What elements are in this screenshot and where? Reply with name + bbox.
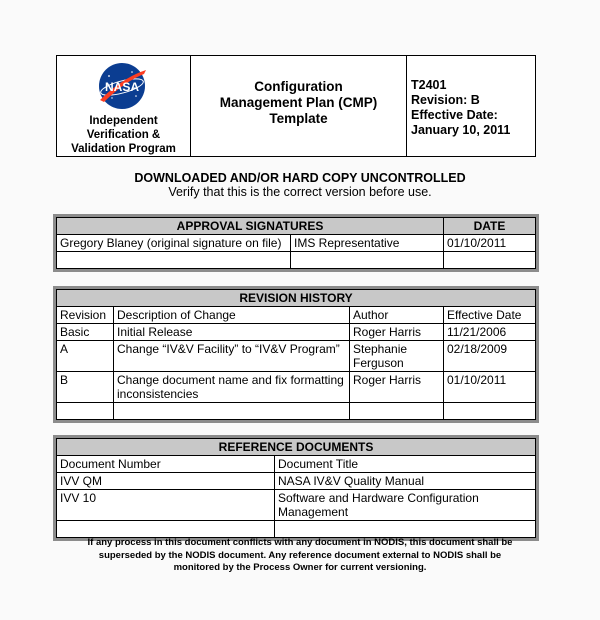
table-row [57, 372, 536, 403]
footer-line-1: If any process in this document conflicts with any document in NODIS, this document shall be [87, 537, 513, 548]
date-cell [444, 403, 536, 420]
org-line-2: Verification & [86, 129, 161, 141]
approver-name: Gregory Blaney (original signature on file) [57, 235, 291, 252]
approval-signatures-table [53, 214, 539, 272]
col-header-author: Author [350, 307, 444, 324]
verify-notice: Verify that this is the correct version before use. [168, 185, 432, 199]
approver-name [57, 252, 291, 269]
title-line-1: Configuration [254, 79, 343, 94]
revision-cell: Basic [57, 324, 114, 341]
table-row [57, 473, 536, 490]
description-cell: Initial Release [114, 324, 350, 341]
svg-text:NASA: NASA [104, 80, 140, 94]
org-line-1: Independent [89, 115, 158, 127]
title-line-2: Management Plan (CMP) [219, 95, 378, 110]
approver-role: IMS Representative [291, 235, 444, 252]
doc-id: T2401 [411, 78, 447, 92]
nodis-footer-note [50, 537, 550, 575]
effective-date-label: Effective Date: [411, 108, 498, 122]
nasa-logo-icon [92, 60, 152, 112]
author-cell: Roger Harris [350, 324, 444, 341]
author-cell [350, 403, 444, 420]
revision-cell: B [57, 372, 114, 403]
description-cell [114, 403, 350, 420]
table-row [57, 324, 536, 341]
table-header-row [57, 307, 536, 324]
revision-history-table [53, 286, 539, 423]
document-header [56, 55, 536, 157]
document-number-cell [57, 521, 275, 538]
date-cell: 01/10/2011 [444, 372, 536, 403]
doc-revision: Revision: B [411, 93, 480, 107]
col-header-description: Description of Change [114, 307, 350, 324]
approval-date: 01/10/2011 [444, 235, 536, 252]
document-title-cell: NASA IV&V Quality Manual [275, 473, 536, 490]
table-row [57, 341, 536, 372]
reference-documents-title: REFERENCE DOCUMENTS [57, 439, 536, 456]
col-header-revision: Revision [57, 307, 114, 324]
revision-cell [57, 403, 114, 420]
date-cell: 11/21/2006 [444, 324, 536, 341]
approval-date [444, 252, 536, 269]
title-line-3: Template [269, 111, 328, 126]
table-row [57, 490, 536, 521]
approval-date-header: DATE [444, 218, 536, 235]
org-line-3: Validation Program [71, 143, 176, 155]
table-header-row [57, 456, 536, 473]
approver-role [291, 252, 444, 269]
revision-history-title: REVISION HISTORY [57, 290, 536, 307]
document-number-cell: IVV QM [57, 473, 275, 490]
revision-cell: A [57, 341, 114, 372]
document-meta [407, 56, 535, 156]
footer-line-2: superseded by the NODIS document. Any reference document external to NODIS shall be [98, 549, 502, 561]
col-header-document-number: Document Number [57, 456, 275, 473]
table-row [57, 235, 536, 252]
table-row [57, 403, 536, 420]
document-title-cell [275, 521, 536, 538]
uncontrolled-notice: DOWNLOADED AND/OR HARD COPY UNCONTROLLED [134, 171, 466, 185]
effective-date-value: January 10, 2011 [411, 123, 511, 137]
table-row [57, 521, 536, 538]
col-header-effective-date: Effective Date [444, 307, 536, 324]
document-number-cell: IVV 10 [57, 490, 275, 521]
footer-line-3: monitored by the Process Owner for current versioning. [173, 562, 427, 573]
author-cell: Roger Harris [350, 372, 444, 403]
org-name [57, 114, 190, 156]
description-cell: Change “IV&V Facility” to “IV&V Program” [114, 341, 350, 372]
reference-documents-table [53, 435, 539, 541]
approval-title: APPROVAL SIGNATURES [57, 218, 444, 235]
document-title [191, 56, 407, 156]
org-cell [57, 56, 191, 156]
date-cell: 02/18/2009 [444, 341, 536, 372]
table-row [57, 252, 536, 269]
document-title-cell: Software and Hardware Configuration Management [275, 490, 536, 521]
description-cell: Change document name and fix formatting inconsistencies [114, 372, 350, 403]
col-header-document-title: Document Title [275, 456, 536, 473]
author-cell: Stephanie Ferguson [350, 341, 444, 372]
